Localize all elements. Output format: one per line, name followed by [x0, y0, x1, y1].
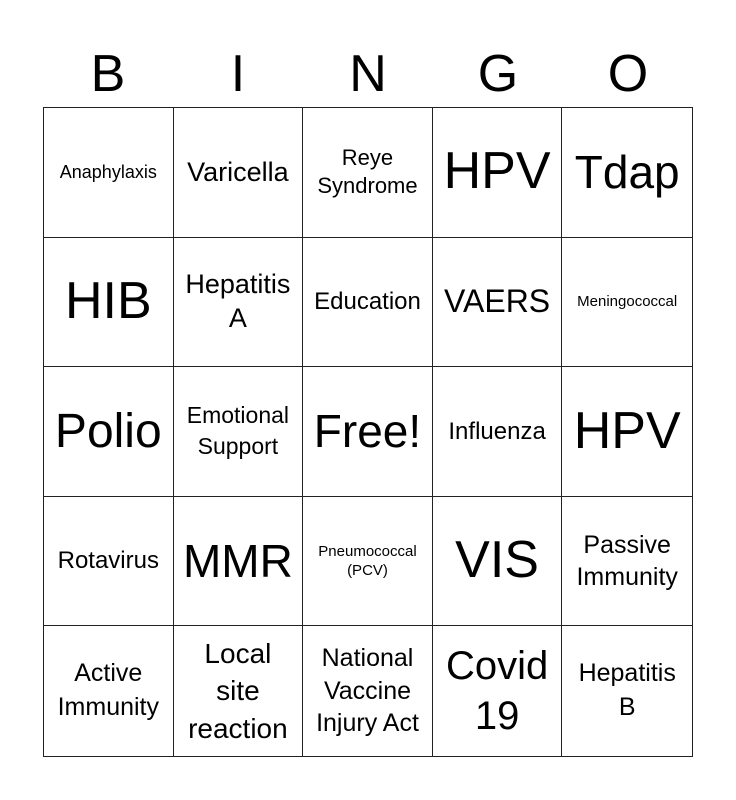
bingo-cell[interactable]: Local site reaction	[174, 626, 304, 756]
bingo-cell[interactable]: HIB	[44, 238, 174, 368]
bingo-cell[interactable]: HPV	[562, 367, 692, 497]
bingo-cell[interactable]: HPV	[433, 108, 563, 238]
bingo-header	[43, 40, 693, 108]
bingo-cell[interactable]: Hepatitis B	[578, 659, 676, 722]
bingo-cell[interactable]: Education	[303, 238, 433, 368]
bingo-cell[interactable]: Tdap	[562, 108, 692, 238]
bingo-board	[43, 107, 693, 757]
bingo-cell[interactable]: Emotional Support	[174, 367, 304, 497]
bingo-cell[interactable]: Polio	[44, 367, 174, 497]
header-letter-i: I	[230, 45, 246, 103]
header-letter-g: G	[477, 45, 519, 103]
bingo-cell[interactable]: Free!	[303, 367, 433, 497]
header-letter-b: B	[90, 45, 126, 103]
bingo-cell[interactable]: National Vaccine Injury Act	[303, 626, 433, 756]
bingo-cell[interactable]: Reye Syndrome	[303, 108, 433, 238]
bingo-cell[interactable]: Anaphylaxis	[44, 108, 174, 238]
bingo-cell[interactable]: MMR	[174, 497, 304, 627]
bingo-cell[interactable]: Meningococcal	[562, 238, 692, 368]
bingo-cell[interactable]: Pneumococcal (PCV)	[303, 497, 433, 627]
header-letter-n: N	[349, 45, 387, 103]
bingo-cell[interactable]: Hepatitis A	[174, 238, 304, 368]
bingo-cell[interactable]: Rotavirus	[44, 497, 174, 627]
bingo-cell[interactable]: Covid 19	[433, 626, 563, 756]
bingo-cell[interactable]: VAERS	[433, 238, 563, 368]
bingo-cell[interactable]: Varicella	[174, 108, 304, 238]
bingo-cell[interactable]: Active Immunity	[44, 626, 174, 756]
bingo-cell[interactable]: Influenza	[433, 367, 563, 497]
header-letter-o: O	[607, 45, 649, 103]
bingo-cell[interactable]: Passive Immunity	[562, 497, 692, 627]
bingo-cell[interactable]: VIS	[433, 497, 563, 627]
